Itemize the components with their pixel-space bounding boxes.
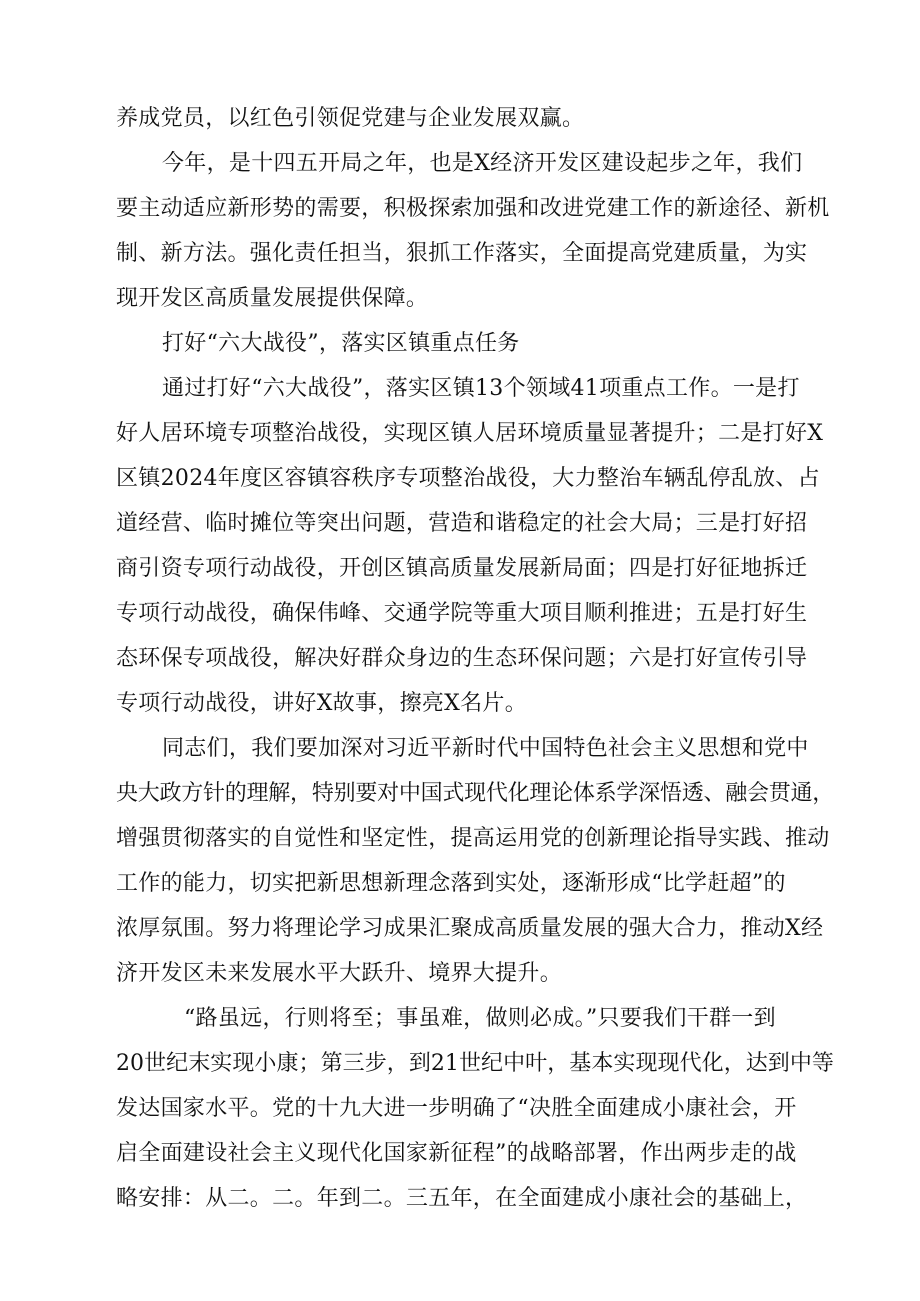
text-line: 同志们，我们要加深对习近平新时代中国特色社会主义思想和党中 — [162, 736, 809, 761]
text-line: 区镇2024年度区容镇容秩序专项整治战役，大力整治车辆乱停乱放、占 — [116, 466, 820, 491]
text-line: 增强贯彻落实的自觉性和坚定性，提高运用党的创新理论指导实践、推动 — [116, 826, 830, 851]
text-line: 发达国家水平。党的十九大进一步明确了“决胜全面建成小康社会，开 — [116, 1096, 797, 1121]
text-line: 通过打好“六大战役”，落实区镇13个领域41项重点工作。一是打 — [162, 376, 800, 401]
text-line: 道经营、临时摊位等突出问题，营造和谐稳定的社会大局；三是打好招 — [116, 511, 808, 536]
paragraph-fourteenth-five-year — [116, 141, 834, 321]
paragraph-continuation — [116, 96, 834, 141]
text-line: “路虽远，行则将至；事虽难，做则必成。”只要我们干群一到 — [184, 1006, 776, 1031]
paragraph-road-far — [116, 996, 834, 1221]
text-line: 20世纪末实现小康；第三步，到21世纪中叶，基本实现现代化，达到中等 — [116, 1051, 834, 1076]
text-line: 制、新方法。强化责任担当，狠抓工作落实，全面提高党建质量，为实 — [116, 241, 808, 266]
text-line: 工作的能力，切实把新思想新理念落到实处，逐渐形成“比学赶超”的 — [116, 871, 786, 896]
heading-text: 打好“六大战役”，落实区镇重点任务 — [162, 331, 520, 356]
paragraph-comrades — [116, 726, 834, 996]
text-line: 商引资专项行动战役，开创区镇高质量发展新局面；四是打好征地拆迁 — [116, 556, 808, 581]
text-line: 济开发区未来发展水平大跃升、境界大提升。 — [116, 961, 563, 986]
text-line: 专项行动战役，确保伟峰、交通学院等重大项目顺利推进；五是打好生 — [116, 601, 808, 626]
text-line: 态环保专项战役，解决好群众身边的生态环保问题；六是打好宣传引导 — [116, 646, 808, 671]
text-line: 好人居环境专项整治战役，实现区镇人居环境质量显著提升；二是打好X — [116, 421, 824, 446]
text-line: 浓厚氛围。努力将理论学习成果汇聚成高质量发展的强大合力，推动X经 — [116, 916, 824, 941]
section-heading — [116, 321, 834, 366]
text-line: 略安排：从二。二。年到二。三五年，在全面建成小康社会的基础上， — [116, 1186, 808, 1211]
paragraph-six-campaigns — [116, 366, 834, 726]
text-line: 央大政方针的理解，特别要对中国式现代化理论体系学深悟透、融会贯通， — [116, 781, 834, 806]
text-line: 启全面建设社会主义现代化国家新征程”的战略部署，作出两步走的战 — [116, 1141, 797, 1166]
text-line: 养成党员，以红色引领促党建与企业发展双赢。 — [116, 106, 585, 131]
document-body — [116, 96, 834, 1221]
text-line: 专项行动战役，讲好X故事，擦亮X名片。 — [116, 691, 528, 716]
text-line: 现开发区高质量发展提供保障。 — [116, 286, 429, 311]
text-line: 要主动适应新形势的需要，积极探索加强和改进党建工作的新途径、新机 — [116, 196, 830, 221]
text-line: 今年，是十四五开局之年，也是X经济开发区建设起步之年，我们 — [162, 151, 803, 176]
